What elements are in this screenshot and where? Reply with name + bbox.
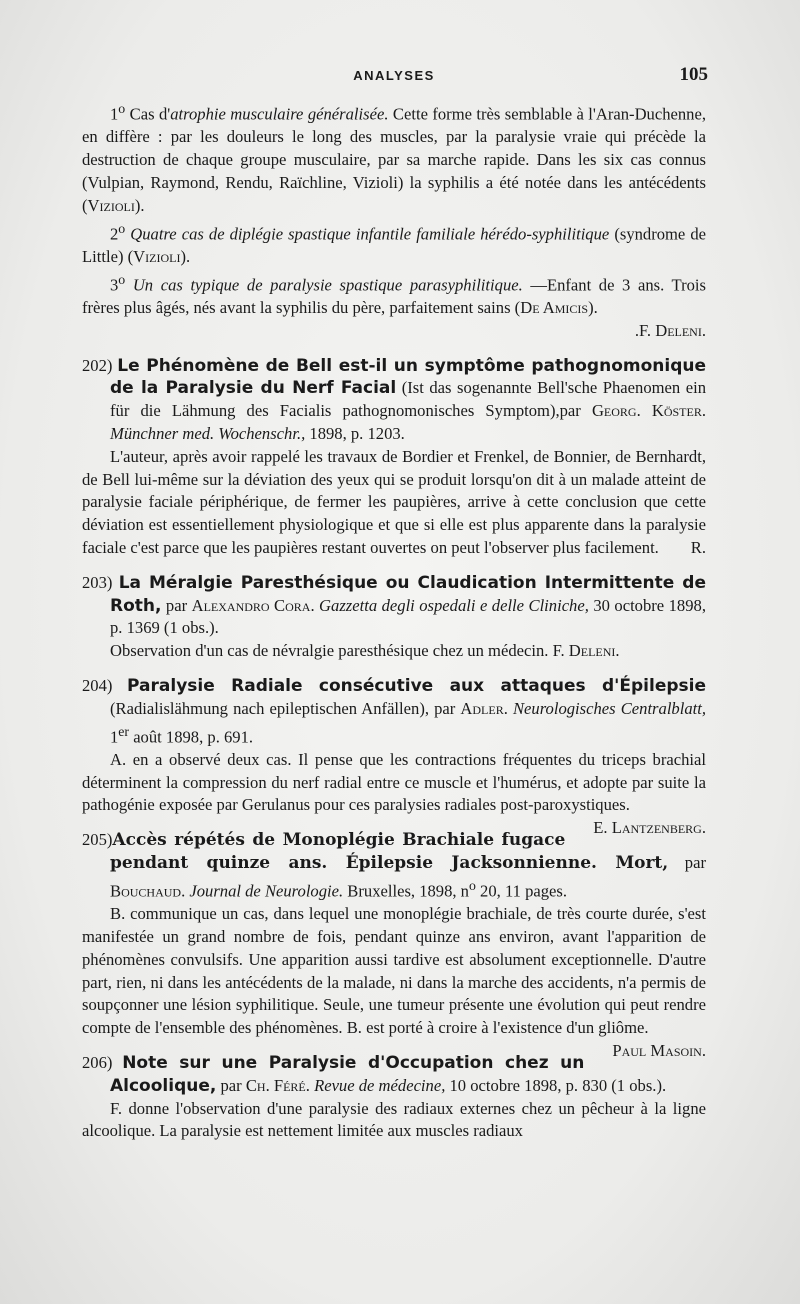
entry-signature: E. Lantzenberg. (593, 818, 706, 838)
article-content (82, 98, 706, 1143)
entry-heading: 204) Paralysie Radiale consécutive aux attaques d'Épilepsie (Radialislähmung nach epileptischen Anfällen), par Adler. Neurologisches Centralblatt, 1er août 1898, p. 691. (82, 675, 706, 747)
intro-item-3: 3$^o$ Un cas typique de paralysie spastique parasyphilitique. —Enfant de 3 ans. Trois frères plus âgés, nés avant la syphilis du père, parfaitement sains (De Amicis). (82, 271, 706, 317)
entry-signature: R. (690, 537, 706, 557)
entry-heading: 203) La Méralgie Paresthésique ou Claudication Intermittente de Roth, par Alexandro Cora. Gazzetta degli ospedali e delle Cliniche, 30 octobre 1898, p. 1369 (1 obs.). (82, 572, 707, 638)
intro-item-2-title: Quatre cas de diplégie spastique infantile familiale hérédo-syphilitique (130, 224, 610, 244)
running-head: ANALYSES (353, 68, 435, 83)
entry-number: 205) (82, 830, 113, 850)
entry-author: Georg. Köster. (591, 401, 706, 421)
abstract-entry (82, 829, 706, 1060)
page-header (80, 64, 708, 88)
intro-item-2: 2$^o$ Quatre cas de diplégie spastique infantile familiale hérédo-syphilitique (syndrome de Little) (Vizioli). (82, 220, 707, 266)
entry-journal: Journal de Neurologie. (185, 881, 344, 901)
entry-body: L'auteur, après avoir rappelé les travaux de Bordier et Frenkel, de Bonnier, de Bernhardt, de Bell lui-même sur la déviation des yeux qui se produit lorsqu'on dit à un malade atteint de paralysie faciale périphérique, de fermer les paupières, arrive à cette conclusion que cette déviation est essentiellement physiologique et que si elle est plus apparente dans la paralysie faciale c'est parce que les paupières restant ouvertes on peut l'observer plus facilement. R. (82, 446, 706, 560)
abstract-entry (82, 572, 706, 663)
intro-item-3-title: Un cas typique de paralysie spastique parasyphilitique. (132, 275, 523, 295)
entry-body: Observation d'un cas de névralgie paresthésique chez un médecin. F. Deleni. (110, 641, 620, 661)
entry-author: Ch. Féré. (245, 1075, 310, 1095)
intro-item-1: 1$^o$ Cas d'atrophie musculaire généralisée. Cette forme très semblable à l'Aran-Duchenne, en diffère : par les douleurs le long des muscles, par la paralysie vraie qui précède la destruction de chaque groupe musculaire, par sa marche rapide. Dans les six cas connus (Vulpian, Raymond, Rendu, Raïchline, Vizioli) la syphilis a été notée dans les antécédents (Vizioli). (82, 101, 706, 215)
entry-title: Paralysie Radiale consécutive aux attaques d'Épilepsie (127, 675, 706, 696)
entry-number: 202) (82, 355, 113, 375)
entry-heading: 202) Le Phénomène de Bell est-il un symptôme pathognomonique de la Paralysie du Nerf Facial (Ist das sogenannte Bell'sche Phaenomen ein für die Lähmung des Facialis pathognomonisches Symptom),par Georg. Köster. Münchner med. Wochenschr., 1898, p. 1203. (82, 355, 707, 443)
entry-journal: Münchner med. Wochenschr., (110, 423, 306, 443)
abstract-entry (82, 1052, 706, 1143)
entry-author: Alexandro Cora. (191, 595, 315, 615)
entry-title: Le Phénomène de Bell est-il un symptôme pathognomonique de la Paralysie du Nerf Facial (110, 355, 707, 399)
intro-signature: .F. Deleni. (634, 320, 706, 340)
entry-body: A. en a observé deux cas. Il pense que les contractions fréquentes du triceps brachial déterminent la compression du nerf radial entre ce muscle et l'humérus, et adopte par suite la pathogénie exposée par Gerulanus pour ces paralysies radiales post-paroxystiques. E. Lantzenberg. (82, 749, 706, 817)
entry-number: 206) (82, 1052, 113, 1072)
entry-title: Note sur une Paralysie d'Occupation chez un Alcoolique, (110, 1052, 585, 1096)
entry-author: Bouchaud. (110, 881, 186, 901)
entry-journal: Neurologisches Centralblatt, (507, 698, 706, 718)
entry-body: B. communique un cas, dans lequel une monoplégie brachiale, de très courte durée, s'est manifestée un grand nombre de fois, pendant quinze ans environ, avant l'apparition de phénomènes convulsifs. Une apparition aussi tardive est absolument exceptionnelle. D'autre part, rien, ni dans les antécédents de la malade, ni dans la marche des accidents, n'a permis de soupçonner une lésion syphilitique. Seule, une tumeur présente une évolution qui peut rendre compte de l'ensemble des phénomènes. B. est porté à croire à l'existence d'un gliôme. Paul Masoin. (82, 903, 706, 1040)
entry-heading: 205)Accès répétés de Monoplégie Brachiale fugace pendant quinze ans. Épilepsie Jacksonnienne. Mort, par Bouchaud. Journal de Neurologie. Bruxelles, 1898, $n^o$ 20, 11 pages. (82, 830, 706, 901)
entry-journal: Revue de médecine, (309, 1075, 446, 1095)
entry-author: Adler. (460, 698, 508, 718)
entry-number: 204) (82, 675, 113, 695)
entry-journal: Gazzetta degli ospedali e delle Cliniche, (314, 595, 589, 615)
entry-signature: F. Deleni. (552, 641, 620, 661)
page-number: 105 (679, 64, 708, 85)
entry-heading: 206) Note sur une Paralysie d'Occupation chez un Alcoolique, par Ch. Féré. Revue de médecine, 10 octobre 1898, p. 830 (1 obs.). (82, 1052, 667, 1096)
entry-title: Accès répétés de Monoplégie Brachiale fugace pendant quinze ans. Épilepsie Jacksonnienne. Mort, (110, 830, 669, 874)
abstract-entry (82, 355, 706, 560)
entry-body: F. donne l'observation d'une paralysie des radiaux externes chez un pêcheur à la ligne alcoolique. La paralysie est nettement limitée aux muscles radiaux (82, 1098, 706, 1141)
abstract-entry (82, 675, 706, 838)
intro-item-1-title: atrophie musculaire généralisée. (170, 104, 389, 124)
entry-number: 203) (82, 572, 113, 592)
entry-signature: Paul Masoin. (612, 1040, 706, 1060)
entry-title: La Méralgie Paresthésique ou Claudication Intermittente de Roth, (110, 572, 707, 616)
